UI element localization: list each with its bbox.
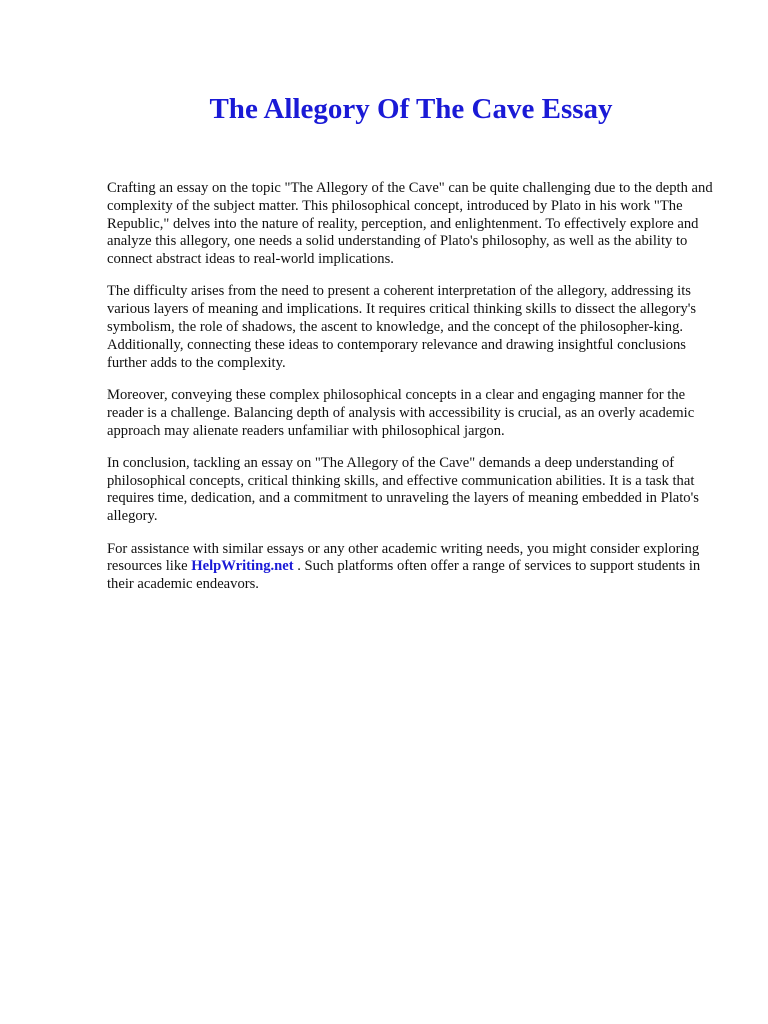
helpwriting-link[interactable]: HelpWriting.net bbox=[191, 558, 294, 575]
paragraph-4: In conclusion, tackling an essay on "The Allegory of the Cave" demands a deep understanding of philosophical concepts, critical thinking skills, and effective communication abilities. It is a task that requires time, dedication, and a commitment to unraveling the layers of meaning embedded in Plato's allegory. bbox=[107, 454, 699, 525]
paragraph-1: Crafting an essay on the topic "The Allegory of the Cave" can be quite challenging due to the depth and complexity of the subject matter. This philosophical concept, introduced by Plato in his work "The Republic," delves into the nature of reality, perception, and enlightenment. To effectively explore and analyze this allegory, one needs a solid understanding of Plato's philosophy, as well as the ability to connect abstract ideas to real-world implications. bbox=[107, 180, 713, 268]
paragraph-2: The difficulty arises from the need to present a coherent interpretation of the allegory, addressing its various layers of meaning and implications. It requires critical thinking skills to dissect the allegory's symbolism, the role of shadows, the ascent to knowledge, and the concept of the philosopher-king. Additionally, connecting these ideas to contemporary relevance and drawing insightful conclusions further adds to the complexity. bbox=[107, 283, 697, 371]
closing-paragraph bbox=[107, 541, 717, 594]
paragraph-3: Moreover, conveying these complex philosophical concepts in a clear and engaging manner for the reader is a challenge. Balancing depth of analysis with accessibility is crucial, as an overly academic approach may alienate readers unfamiliar with philosophical jargon. bbox=[107, 386, 695, 439]
closing-text-after-link: . Such platforms often offer a range of services to support students in their academic endeavors. bbox=[107, 558, 701, 593]
closing-text-before-link: For assistance with similar essays or any other academic writing needs, you might consider exploring resources like bbox=[107, 540, 700, 575]
page-title: The Allegory Of The Cave Essay bbox=[209, 93, 613, 125]
essay-body bbox=[107, 180, 717, 608]
